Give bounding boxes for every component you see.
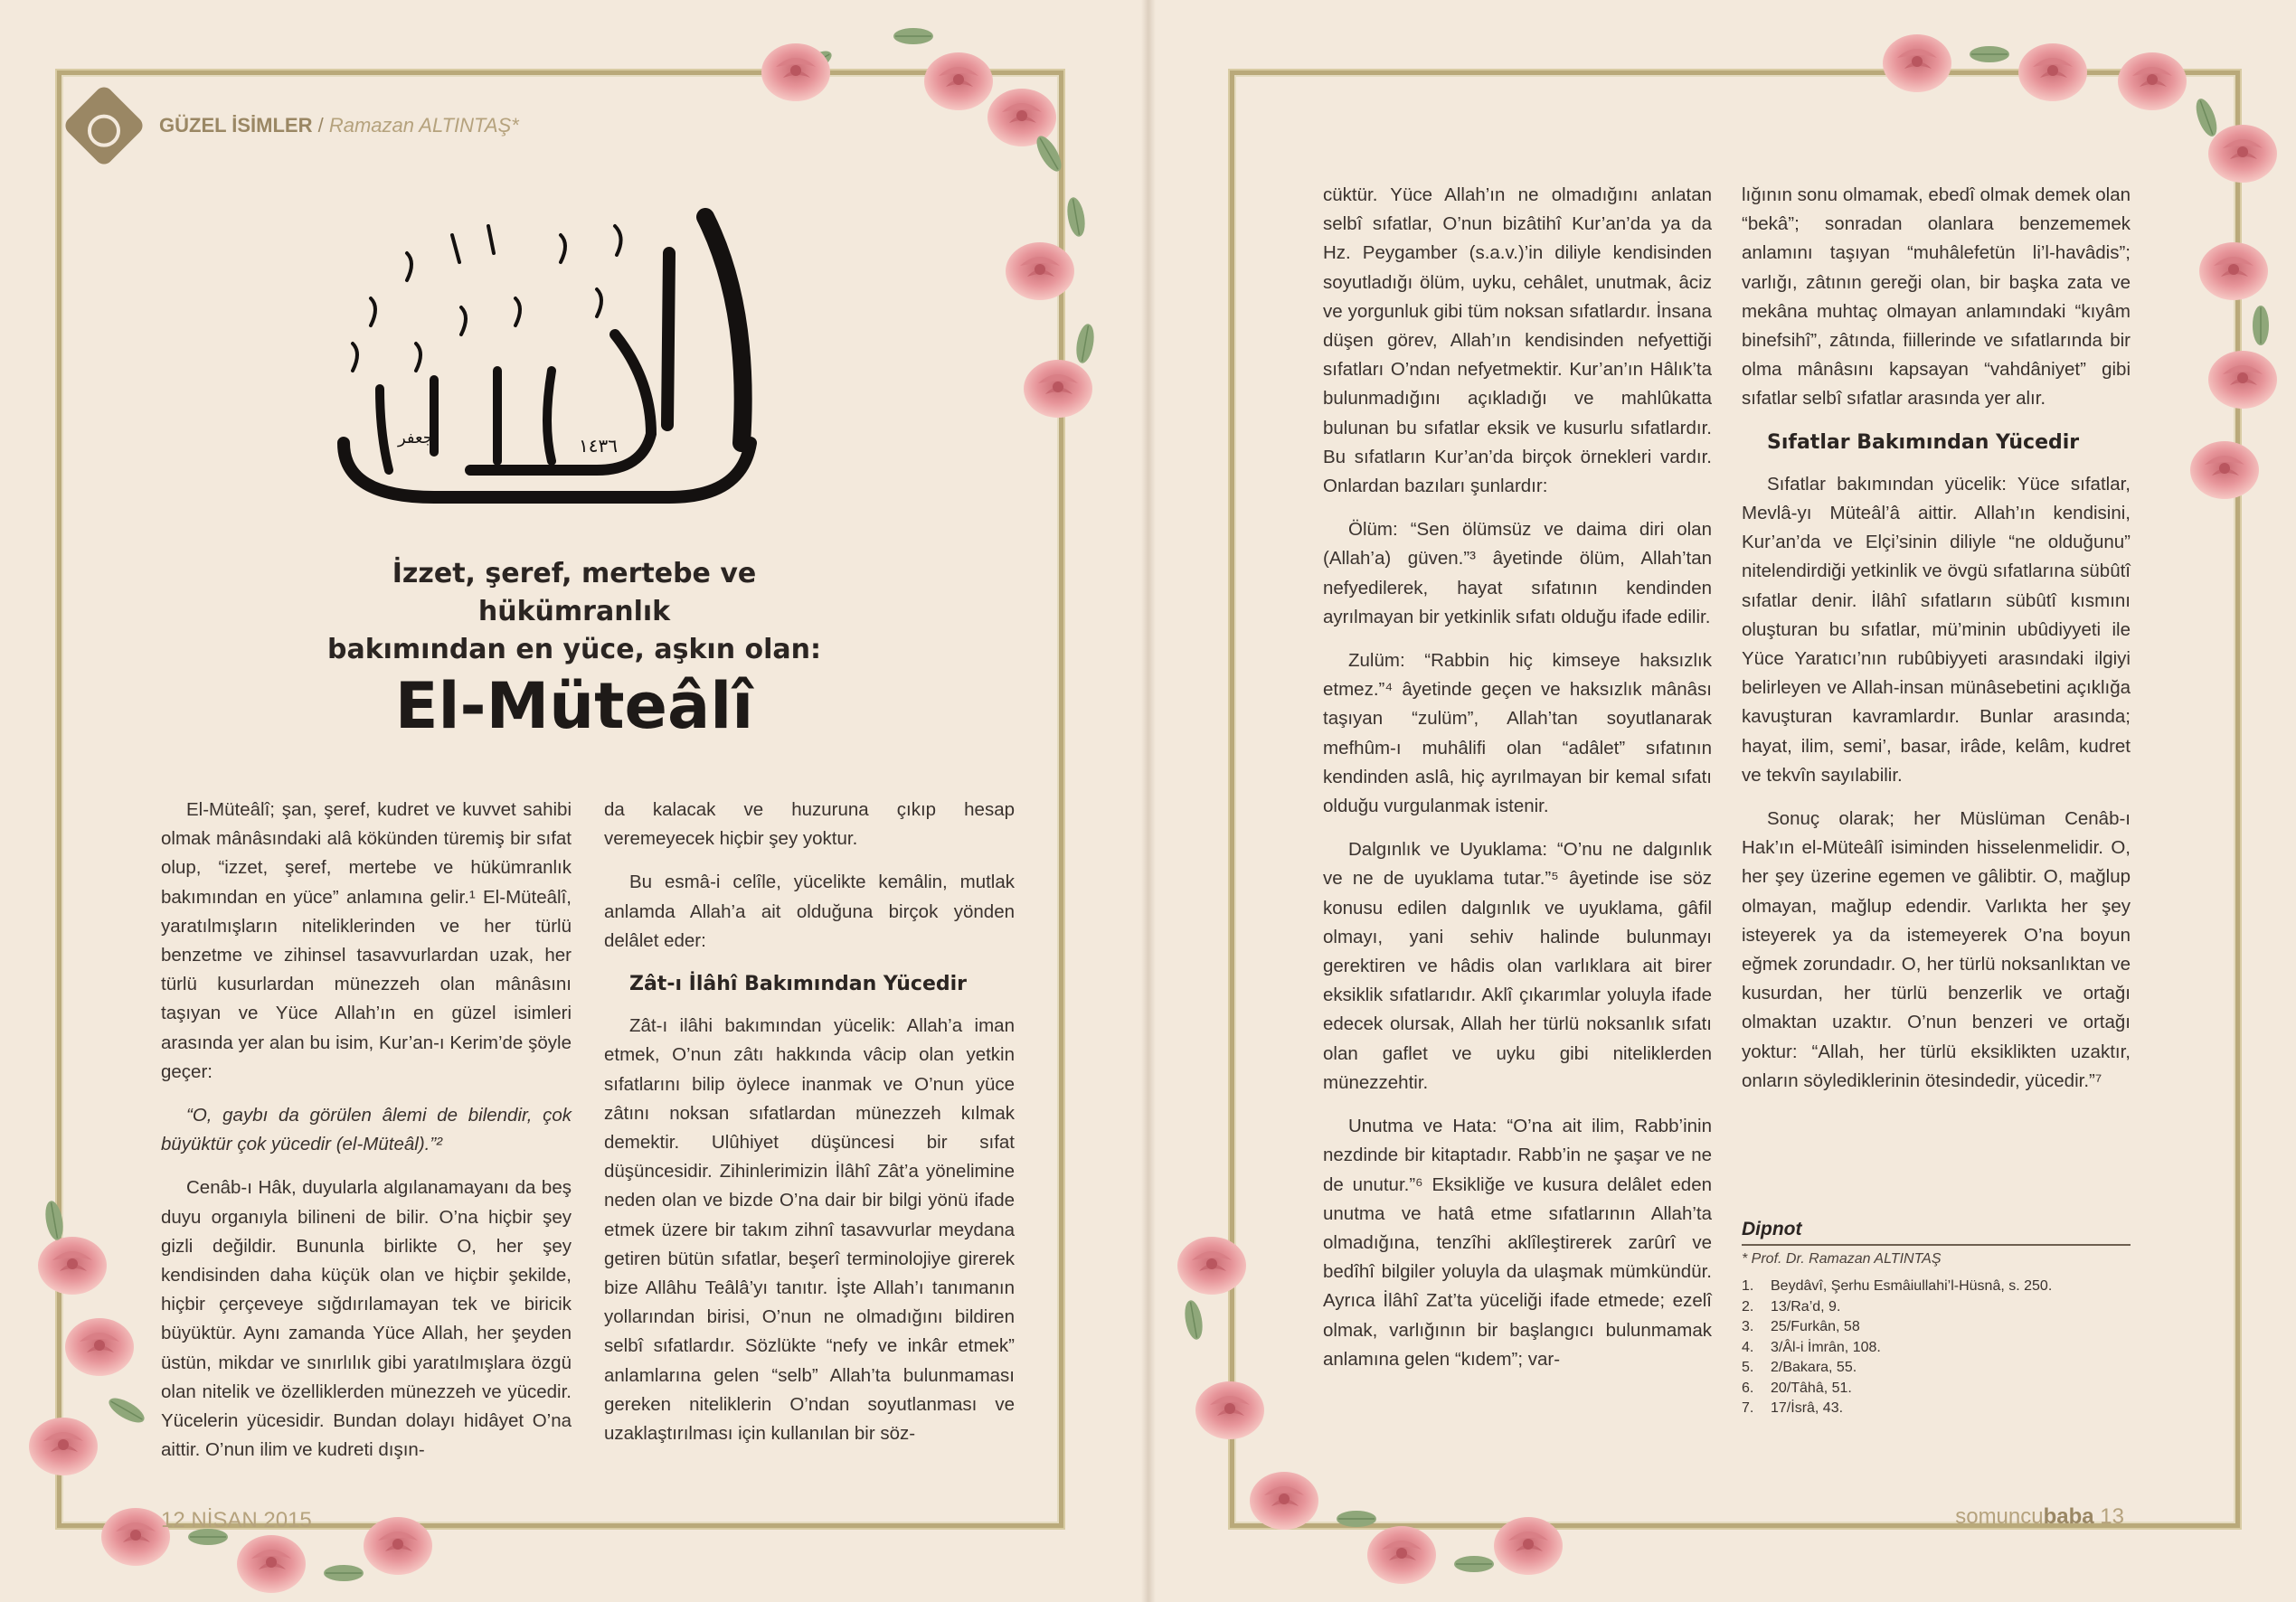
article-subtitle: İzzet, şeref, mertebe ve hükümranlık bakımından en yüce, aşkın olan: xyxy=(326,558,822,665)
author-label: Ramazan ALTINTAŞ* xyxy=(328,114,519,137)
page-number-left: 12 NİSAN 2015 xyxy=(161,1508,312,1532)
magazine-logo-icon xyxy=(61,83,146,167)
paragraph: Dalgınlık ve Uyuklama: “O’nu ne dalgınlık ve ne de uyuklama tutar.”⁵ âyetinde ise söz konusu edilen dalgınlık ve uyuklama, gâfil olmayı, yani sehiv halinde bulunmayı gerektiren ve hâdis olan varlıklara ait birer eksiklik sıfatlarıdır. Aklî çıkarımlar yoluyla ifade edecek olursak, Allah her türlü noksanlık sıfatı olan gaflet ve uyku gibi niteliklerden münezzehtir. xyxy=(1323,839,1712,1093)
paragraph: El-Müteâlî; şan, şeref, kudret ve kuvvet sahibi olmak mânâsındaki alâ kökünden türemiş bir sıfat olup, “izzet, şeref, mertebe ve hükümranlık bakımından en yüce” anlamına gelir.¹ El-Müteâlî, yaratılmışların niteliklerinden ve her türlü benzetme ve zihinsel tasavvurlardan uzak, her türlü kusurlardan münezzeh olan mânâsını taşıyan ve Yüce Allah’ın en güzel isimleri arasında yer alan bu isim, Kur’an-ı Kerim’de şöyle geçer: xyxy=(161,799,572,1082)
paragraph: Sıfatlar bakımından yücelik: Yüce sıfatlar, Mevlâ-yı Müteâl’â aittir. Allah’ın kendisini, Kur’an’da ve Elçi’sinin diliyle “ne olduğunu” nitelendirdiği yetkinlik ve övgü sıfatlarına sübûtî sıfatlar denir. İlâhî sıfatların sübûtî kısmını oluşturan bu sıfatlar, mü’minin ubûdiyyeti ile Yüce Yaratıcı’nın rubûbiyyeti arasındaki ilgiyi belirleyen ve Allah-insan münâsebetini açıklığa kavuşturan kavramlardır. Bunlar arasında; hayat, ilim, semi’, basar, irâde, kelâm, kudret ve tekvîn sayılabilir. xyxy=(1742,473,2131,786)
section-heading: Zât-ı İlâhî Bakımından Yücedir xyxy=(629,973,968,996)
paragraph: da kalacak ve huzuruna çıkıp hesap veremeyecek hiçbir şey yoktur. xyxy=(604,799,1015,850)
paragraph: Bu esmâ-i celîle, yücelikte kemâlin, mutlak anlamda Allah’a ait olduğuna birçok yönden delâlet eder: xyxy=(604,872,1015,951)
paragraph: Zulüm: “Rabbin hiç kimseye haksızlık etmez.”⁴ âyetinde geçen ve haksızlık mânâsı taşıyan “zulüm”, Allah’tan soyutlanarak mefhûm-ı muhâlifi olan “adâlet” sıfatının kendinden aslâ, hiç ayrılmayan bir kemal sıfatı olduğu vurgulanmak istenir. xyxy=(1323,650,1712,817)
header-text: GÜZEL İSİMLER / Ramazan ALTINTAŞ* xyxy=(159,114,519,137)
footnote-item: 2. 13/Ra’d, 9. xyxy=(1742,1298,1841,1315)
footnote-item: 3. 25/Furkân, 58 xyxy=(1742,1319,1860,1334)
arabic-calligraphy-image xyxy=(326,199,796,524)
svg-text:جعفر: جعفر xyxy=(398,429,433,448)
author-note: * Prof. Dr. Ramazan ALTINTAŞ xyxy=(1742,1251,1942,1267)
column-2 xyxy=(604,796,1015,1463)
paragraph: cüktür. Yüce Allah’ın ne olmadığını anlatan selbî sıfatlar, O’nun bizâtihî Kur’an’da ya da Hz. Peygamber (s.a.v.)’in diliyle kendisinden soyutladığı ölüm, uyku, cehâlet, unutmak, âciz ve yorgunluk gibi tüm noksan sıfatlardır. İnsana düşen görev, Allah’ın kendisinden nefyettiği sıfatları O’ndan nefyetmektir. Kur’an’ın Hâlık’ta bulunmadığını açıkladığı ve mahlûkatta bulunan bu sıfatlar eksik ve kusurlu sıfatlardır. Bu sıfatların Kur’an’da birçok örnekleri vardır. Onlardan bazıları şunlardır: xyxy=(1323,184,1712,497)
svg-text:١٤٣٦: ١٤٣٦ xyxy=(579,435,618,457)
paragraph: Cenâb-ı Hâk, duyularla algılanamayanı da beş duyu organıyla bilineni de bilir. O’na hiçbir şey gizli değildir. Bununla birlikte O, her şey kendisinden daha küçük olan ve hiçbir şekilde, hiçbir çerçeveye sığdırılamayan tek ve biricik büyüktür. Aynı zamanda Yüce Allah, her şeyden üstün, mikdar ve sınırlılık gibi yaratılmışlara özgü olan nitelik ve özelliklerden münezzeh ve yücedir. Yücelerin yücesidir. Bundan dolayı hidâyet O’na aittir. O’nun ilim ve kudreti dışın- xyxy=(161,1177,572,1461)
column-1 xyxy=(161,796,572,1479)
paragraph: Sonuç olarak; her Müslüman Cenâb-ı Hak’ın el-Müteâlî isiminden hisselenmelidir. O, her şey üzerine egemen ve gâlibtir. O, mağlup olmayan, mağlup edendir. Varlıkta her şey isteyerek ya da istemeyerek O’na boyun eğmek zorundadır. O, her türlü noksanlıktan ve kusurdan, her türlü benzerlik ve ortağı olmaktan uzaktır. O’nun benzeri ve ortağı yoktur: “Allah, her türlü eksiklikten uzaktır, onların söylediklerinin ötesindedir, yücedir.”⁷ xyxy=(1742,808,2131,1091)
footnote-item: 1. Beydâvî, Şerhu Esmâiullahi’l-Hüsnâ, s. 250. xyxy=(1742,1278,2053,1294)
section-header xyxy=(74,96,519,155)
article-title: El-Müteâlî xyxy=(394,669,754,743)
footnote-item: 6. 20/Tâhâ, 51. xyxy=(1742,1380,1852,1396)
page-number-right: somuncubaba 13 xyxy=(1955,1504,2124,1529)
quote: “O, gaybı da görülen âlemi de bilendir, çok büyüktür çok yücedir (el-Müteâl).”² xyxy=(161,1105,572,1155)
footnote-item: 7. 17/İsrâ, 43. xyxy=(1742,1400,1844,1416)
paragraph: Unutma ve Hata: “O’na ait ilim, Rabb’inin nezdinde bir kitaptadır. Rabb’in ne şaşar ve ne de unutur.”⁶ Eksikliğe ve kusura delâlet eden unutma ve hatâ etme sıfatlarının Allah’ta olmadığına, tenzîhi aklîleştirerek zarûrî ve bedîhî bilgiler yoluyla da ulaşmak mümkündür. Ayrıca İlâhî Zat’ta yüceliği ifade etmede; ezelî olmak, varlığının bir başlangıcı bulunmamak anlamına gelen “kıdem”; var- xyxy=(1323,1116,1712,1370)
footnote-list xyxy=(1742,1277,2131,1419)
section-heading: Sıfatlar Bakımından Yücedir xyxy=(1767,430,2080,454)
paragraph: lığının sonu olmamak, ebedî olmak demek olan “bekâ”; sonradan olanlara benzememek anlamını taşıyan “muhâlefetün li’l-havâdis”; varlığı, zâtının gereği olan, bir başka zata ve mekâna muhtaç olmayan anlamındaki “kıyâm binefsihî”, zâtında, fiillerinde ve sıfatlarında bir olma mânâsını kapsayan “vahdâniyet” gibi sıfatlar selbî sıfatlar arasında yer alır. xyxy=(1742,184,2131,410)
footnotes xyxy=(1742,1219,2131,1419)
footnotes-heading: Dipnot xyxy=(1742,1219,2131,1246)
footnote-item: 5. 2/Bakara, 55. xyxy=(1742,1360,1857,1375)
paragraph: Ölüm: “Sen ölümsüz ve daima diri olan (Allah’a) güven.”³ âyetinde ölüm, Allah’tan nefyedilerek, hayat sıfatının kendinden ayrılmayan bir yetkinlik sıfatı olduğu ifade edilir. xyxy=(1323,519,1712,627)
paragraph: Zât-ı ilâhi bakımından yücelik: Allah’a iman etmek, O’nun zâtı hakkında vâcip olan yetkin sıfatlarını bilip öylece inanmak ve O’nun yüce zâtını noksan sıfatlardan münezzeh kılmak demektir. Ulûhiyet düşüncesi bir sıfat düşüncesidir. Zihinlerimizin İlâhî Zât’a yönelimine neden olan ve bizde O’na dair bir bilgi yönü ifade etmek üzere bir takım zihnî tasavvurlar meydana getiren bütün sıfatlar, beşerî terminolojiye girerek bize Allâhu Teâlâ’yı tanıtır. İşte Allah’ı tanımanın yollarından birisi, O’nun ne olmadığını bildiren selbî sıfatlardır. Sözlükte “nefy ve inkâr etmek” anlamlarına gelen “selb” Allah’ta bulunmaması gereken niteliklerin O’ndan soyutlanması ve uzaklaştırılması için kullanılan bir söz- xyxy=(604,1015,1015,1445)
footnote-item: 4. 3/Âl-i İmrân, 108. xyxy=(1742,1339,1881,1355)
column-3 xyxy=(1323,181,1712,1389)
section-label: GÜZEL İSİMLER xyxy=(159,114,313,137)
column-4 xyxy=(1742,181,2131,1110)
